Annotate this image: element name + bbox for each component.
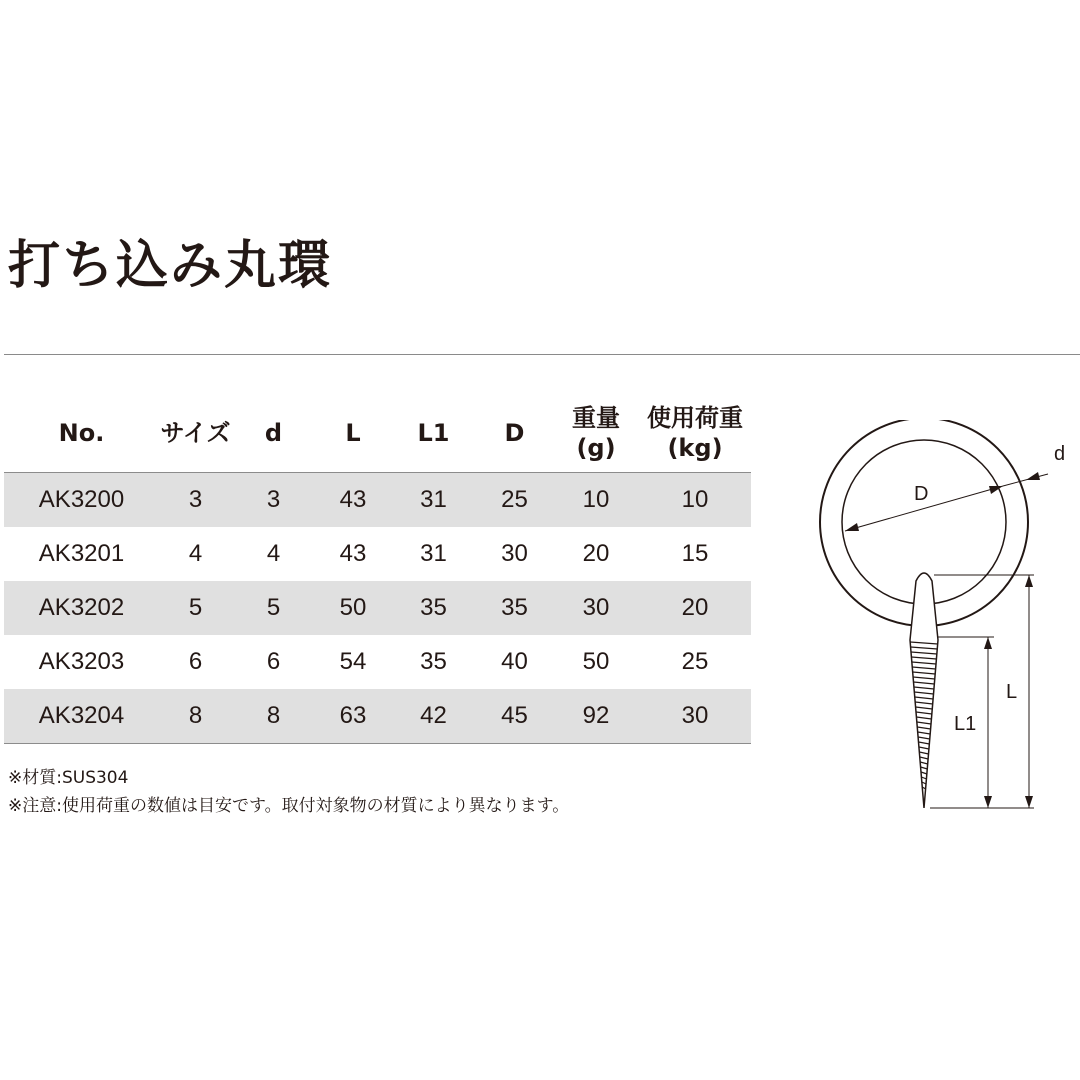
- cell-working-load: 20: [639, 581, 751, 635]
- arrow-d-outer: [1026, 472, 1040, 480]
- cell-l1: 35: [391, 581, 476, 635]
- cell-d: 4: [266, 540, 281, 567]
- cell-size: 4: [188, 540, 203, 567]
- cell-d: 3: [232, 473, 315, 528]
- arrow-l-bottom: [1025, 796, 1033, 808]
- header-weight: 重量 (g): [553, 394, 639, 473]
- cell-l1: 35: [420, 648, 447, 675]
- cell-size: 3: [159, 473, 232, 528]
- cell-d: 5: [232, 581, 315, 635]
- cell-size: 8: [159, 689, 232, 744]
- cell-no: AK3204: [4, 689, 159, 744]
- cell-l1: 42: [391, 689, 476, 744]
- cell-weight: 92: [553, 689, 639, 744]
- header-d: d: [232, 394, 315, 473]
- table-row: [4, 635, 751, 689]
- dimension-line-d: [1003, 474, 1048, 486]
- material-note: ※材質:SUS304: [8, 768, 129, 788]
- header-working-load: 使用荷重 (kg): [639, 394, 751, 473]
- label-l1: L1: [954, 713, 977, 735]
- label-diameter: D: [914, 483, 929, 505]
- cell-l: 63: [315, 689, 391, 744]
- cell-l: 43: [339, 540, 367, 567]
- header-l: L: [315, 394, 391, 473]
- cell-working-load: 10: [639, 473, 751, 528]
- cell-weight: 10: [553, 473, 639, 528]
- cell-working-load: 15: [681, 540, 709, 567]
- label-l: L: [1006, 681, 1018, 703]
- cell-l: 43: [315, 473, 391, 528]
- cell-no: AK3201: [38, 540, 125, 567]
- cell-l1: 31: [420, 540, 447, 567]
- cell-l: 50: [315, 581, 391, 635]
- header-size: サイズ: [159, 394, 232, 473]
- header-no: No.: [4, 394, 159, 473]
- cell-diameter: 45: [476, 689, 553, 744]
- cell-l: 54: [339, 648, 367, 675]
- cell-weight: 30: [553, 581, 639, 635]
- arrow-l1-top: [984, 637, 992, 649]
- label-d: d: [1054, 443, 1066, 465]
- cell-l1: 31: [391, 473, 476, 528]
- cell-d: 6: [266, 648, 281, 675]
- arrow-diameter-left: [845, 523, 859, 531]
- cell-no: AK3200: [4, 473, 159, 528]
- table-row: [4, 581, 751, 635]
- title-divider: [4, 354, 1080, 355]
- header-diameter: D: [476, 394, 553, 473]
- arrow-l-top: [1025, 575, 1033, 587]
- cell-size: 6: [188, 648, 203, 675]
- cell-diameter: 35: [476, 581, 553, 635]
- eye-ring-diagram: [800, 420, 1080, 840]
- cell-diameter: 25: [476, 473, 553, 528]
- cell-d: 8: [232, 689, 315, 744]
- arrow-l1-bottom: [984, 796, 992, 808]
- cell-size: 5: [159, 581, 232, 635]
- page-title: 打ち込み丸環: [8, 236, 333, 296]
- cell-working-load: 25: [681, 648, 709, 675]
- cell-no: AK3202: [4, 581, 159, 635]
- table-row: [4, 527, 751, 581]
- cell-weight: 50: [582, 648, 610, 675]
- cell-no: AK3203: [38, 648, 125, 675]
- cell-working-load: 30: [639, 689, 751, 744]
- spec-table: [4, 394, 751, 744]
- table-row: [4, 689, 751, 744]
- header-l1: L1: [391, 394, 476, 473]
- table-header-row: [4, 394, 751, 473]
- table-row: [4, 473, 751, 528]
- notes: [8, 764, 569, 820]
- caution-note: ※注意:使用荷重の数値は目安です。取付対象物の材質により異なります。: [8, 796, 570, 816]
- cell-diameter: 40: [501, 648, 528, 675]
- cell-diameter: 30: [501, 540, 528, 567]
- cell-weight: 20: [582, 540, 610, 567]
